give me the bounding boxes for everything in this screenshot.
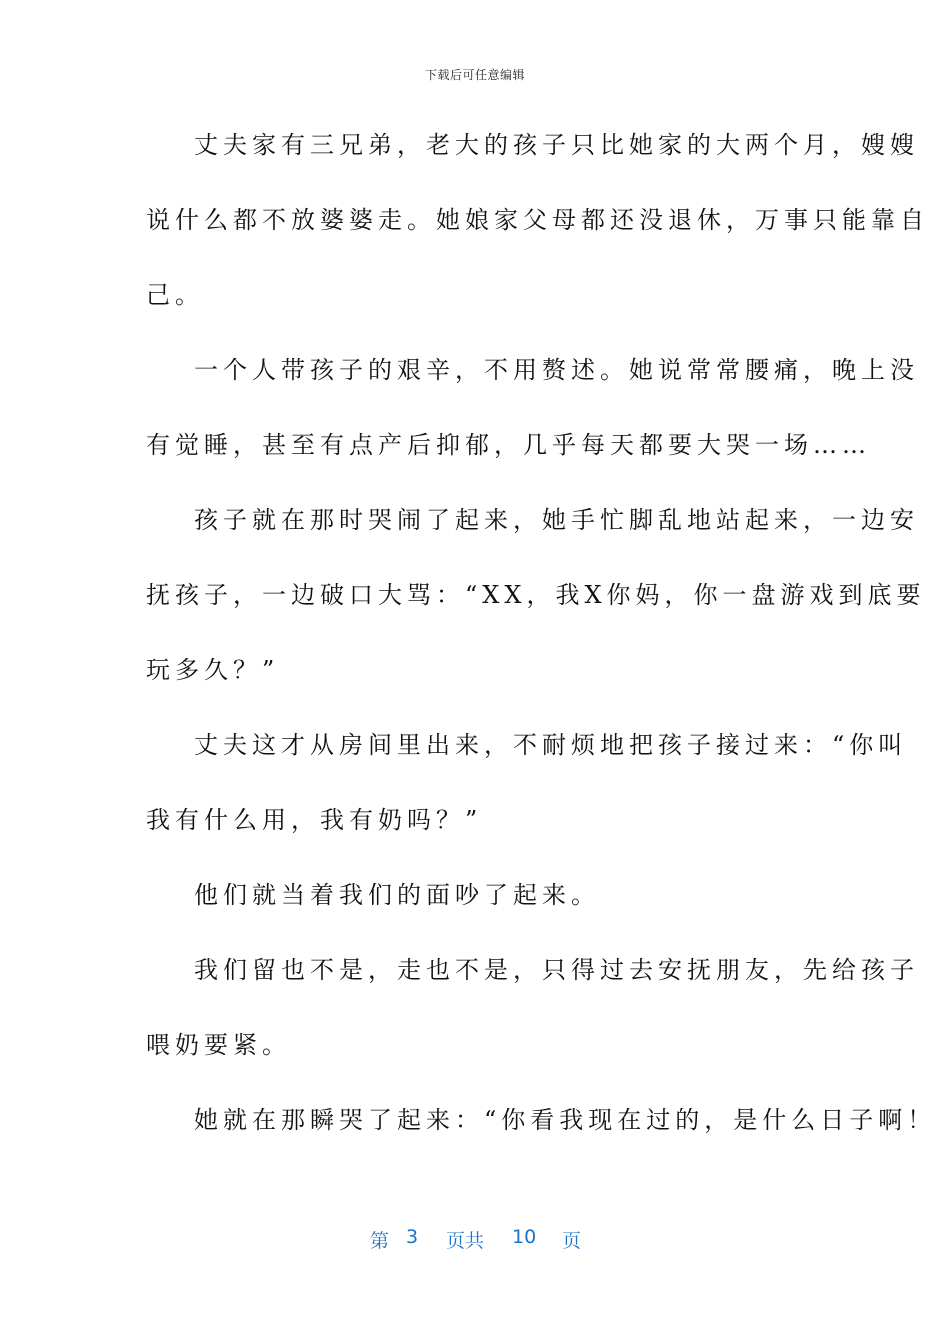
header-note: 下载后可任意编辑 <box>424 68 525 82</box>
text-line: 己。 <box>146 281 204 309</box>
text-line: 丈夫家有三兄弟，老大的孩子只比她家的大两个月，嫂嫂 <box>194 131 919 159</box>
text-line: 我们留也不是，走也不是，只得过去安抚朋友，先给孩子 <box>194 956 919 984</box>
page-number-total: 10 <box>512 1226 537 1248</box>
text-line: 有觉睡，甚至有点产后抑郁，几乎每天都要大哭一场…… <box>146 431 871 459</box>
page-number-current: 3 <box>406 1226 419 1248</box>
page-footer <box>0 1226 950 1252</box>
text-line: 抚孩子，一边破口大骂：“XX，我X你妈，你一盘游戏到底要 <box>146 581 926 609</box>
text-line: 丈夫这才从房间里出来，不耐烦地把孩子接过来：“你叫 <box>194 731 908 759</box>
page-label-mid: 页共 <box>446 1230 485 1252</box>
text-line: 喂奶要紧。 <box>146 1031 291 1059</box>
text-line: 她就在那瞬哭了起来：“你看我现在过的，是什么日子啊！ <box>194 1106 937 1134</box>
text-line: 我有什么用，我有奶吗？” <box>146 806 483 834</box>
page-label-prefix: 第 <box>370 1230 390 1252</box>
text-line: 一个人带孩子的艰辛，不用赘述。她说常常腰痛，晚上没 <box>194 356 919 384</box>
text-line: 说什么都不放婆婆走。她娘家父母都还没退休，万事只能靠自 <box>146 206 929 234</box>
text-line: 玩多久？” <box>146 656 280 684</box>
page-label-suffix: 页 <box>562 1230 582 1252</box>
text-line: 孩子就在那时哭闹了起来，她手忙脚乱地站起来，一边安 <box>194 506 919 534</box>
text-line: 他们就当着我们的面吵了起来。 <box>194 881 600 909</box>
